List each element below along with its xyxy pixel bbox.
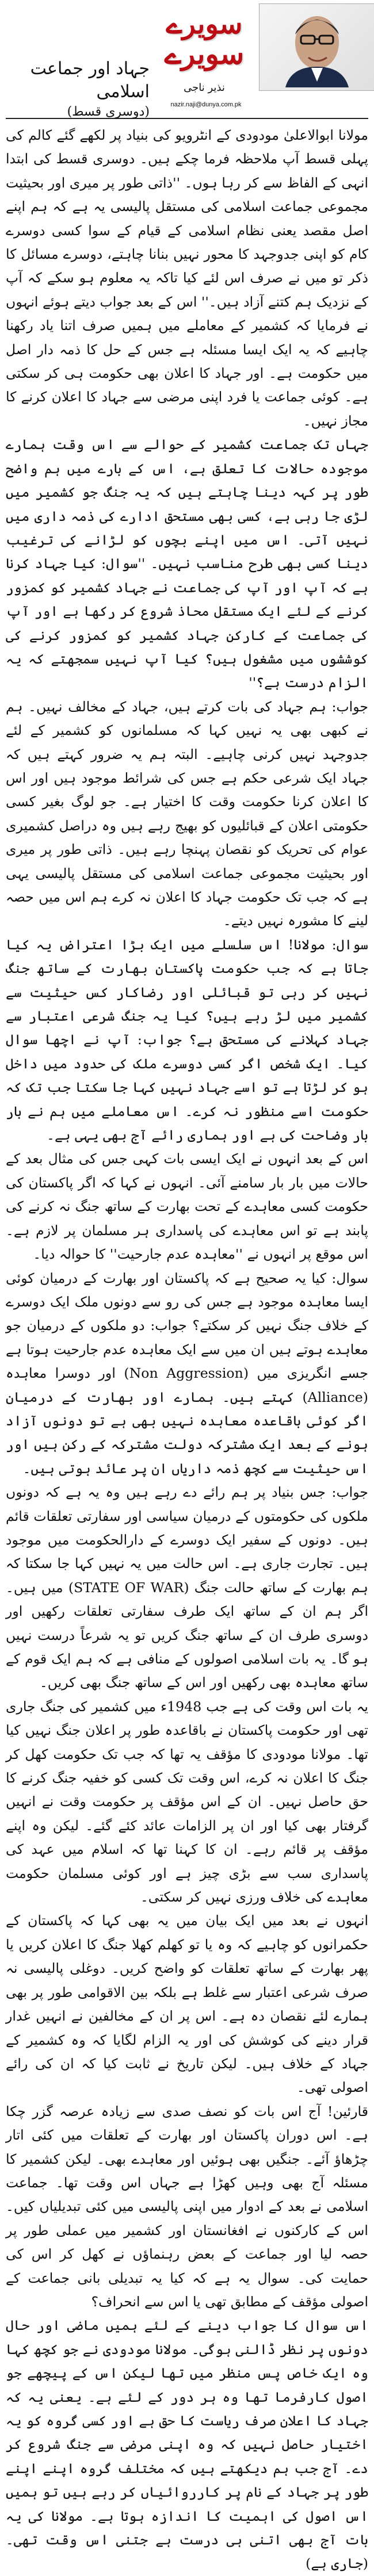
paragraph: قارئین! آج اس بات کو نصف صدی سے زیادہ عرصہ گزر چکا ہے۔ اس دوران پاکستان اور بھارت کے تعلقات میں کئی اتار چڑھاؤ آئے۔ جنگیں بھی ہوئیں اور معاہدے بھی۔ لیکن کشمیر کا مسئلہ آج بھی وہیں کھڑا ہے جہاں اس وقت تھا۔ جماعت اسلامی نے بعد کے ادوار میں اپنی پالیسی میں کئی تبدیلیاں کیں۔ اس کے کارکنوں نے افغانستان اور کشمیر میں عملی طور پر حصہ لیا اور جماعت کے بعض رہنماؤں نے کھل کر اس کی حمایت کی۔ سوال یہ ہے کہ کیا یہ تبدیلی بانی جماعت کے اصولی مؤقف کے مطابق تھی یا اس سے انحراف؟	[6, 2103, 368, 2310]
paragraph: یہ بات اس وقت کی ہے جب 1948ء میں کشمیر کی جنگ جاری تھی اور حکومت پاکستان نے باقاعدہ طور پر اعلان جنگ نہیں کیا تھا۔ مولانا مودودی کا مؤقف یہ تھا کہ جب تک حکومت کھل کر جنگ کا اعلان نہ کرے، اس وقت تک کسی کو خفیہ جنگ کرنے کا حق حاصل نہیں۔ ان کے اس مؤقف پر حکومت وقت نے انہیں گرفتار بھی کیا اور ان پر الزامات عائد کئے گئے۔ لیکن وہ اپنے مؤقف پر قائم رہے۔ ان کا کہنا تھا کہ اسلام میں عہد کی پاسداری سب سے بڑی چیز ہے اور کوئی مسلمان حکومت معاہدے کی خلاف ورزی نہیں کر سکتی۔	[6, 1698, 368, 1906]
column-part: (دوسری قسط)	[67, 105, 150, 119]
column-brand	[150, 9, 259, 78]
brand-line-1: سویرے	[166, 8, 243, 40]
paragraph: انہوں نے بعد میں ایک بیان میں یہ بھی کہا کہ پاکستان کے حکمرانوں کو چاہیے کہ وہ یا تو کھلم کھلا جنگ کا اعلان کریں یا پھر بھارت کے ساتھ تعلقات کو واضح کریں۔ دوغلی پالیسی نہ صرف شرعی اعتبار سے غلط ہے بلکہ بین الاقوامی طور پر بھی ہمارے لئے نقصان دہ ہے۔ اس پر ان کے مخالفین نے انہیں غدار قرار دینے کی کوشش کی اور یہ الزام لگایا کہ وہ کشمیر کے جہاد کے خلاف ہیں۔ لیکن تاریخ نے ثابت کیا کہ ان کی رائے اصولی تھی۔	[6, 1912, 368, 2096]
paragraph: سوال: کیا یہ صحیح ہے کہ پاکستان اور بھارت کے درمیان کوئی ایسا معاہدہ موجود ہے جس کی رو سے دونوں ملک ایک دوسرے کے خلاف جنگ نہیں کر سکتے؟ جواب: دو ملکوں کے درمیان جو معاہدے ہوتے ہیں ان میں سے ایک معاہدہ عدم جارحیت ہوتا ہے جسے انگریزی میں (Non Aggression) اور دوسرا معاہدہ (Alliance) کہتے ہیں۔ ہمارے اور بھارت کے درمیان اگر کوئی باقاعدہ معاہدہ نہیں بھی ہے تو دونوں آزاد ہونے کے بعد ایک مشترکہ دولت مشترکہ کے رکن ہیں اور اس حیثیت سے کچھ ذمہ داریاں ان پر عائد ہوتی ہیں۔	[6, 1270, 368, 1477]
author-portrait-icon	[274, 7, 360, 87]
paragraph: مولانا ابوالاعلیٰ مودودی کے انٹرویو کی بنیاد پر لکھے گئے کالم کی پہلی قسط آپ ملاحظہ فرما چکے ہیں۔ دوسری قسط کی ابتدا انہی کے الفاظ سے کر رہا ہوں۔ ''ذاتی طور پر میری اور بحیثیت مجموعی جماعت اسلامی کی مستقل پالیسی یہ ہے کہ ہم اپنے اصل مقصد یعنی نظام اسلامی کے قیام کے سوا کسی دوسرے کام کو اپنی جدوجہد کا محور نہیں بنانا چاہتے، دوسرے مسائل کا ذکر تو میں نے صرف اس لئے کیا تاکہ یہ معلوم ہو سکے کہ آپ کے نزدیک ہم کتنے آزاد ہیں۔'' اس کے بعد جواب دیتے ہوئے انہوں نے فرمایا کہ کشمیر کے معاملے میں ہمیں صرف اتنا یاد رکھنا چاہیے کہ یہ ایک ایسا مسئلہ ہے جس کے حل کا ذمہ دار اصل میں حکومت ہے۔ اور جہاد کا اعلان بھی حکومت ہی کر سکتی ہے۔ کوئی جماعت یا فرد اپنی مرضی سے جہاد کا اعلان کرنے کا مجاز نہیں۔	[6, 127, 368, 429]
brand-line-2: سویرے	[164, 37, 245, 71]
author-photo	[259, 3, 374, 91]
paragraph: جواب: ہم جہاد کی بات کرتے ہیں، جہاد کے مخالف نہیں۔ ہم نے کبھی بھی یہ نہیں کہا کہ مسلمانوں کو کشمیر کے لئے جدوجہد نہیں کرنی چاہیے۔ البتہ ہم یہ ضرور کہتے ہیں کہ جہاد ایک شرعی حکم ہے جس کی شرائط موجود ہیں اور اس کا اعلان کرنا حکومت وقت کا اختیار ہے۔ جو لوگ بغیر کسی حکومتی اعلان کے قبائلیوں کو بھیج رہے ہیں وہ دراصل کشمیری عوام کی تحریک کو نقصان پہنچا رہے ہیں۔ ذاتی طور پر میری اور بحیثیت مجموعی جماعت اسلامی کی مستقل پالیسی یہی ہے کہ جب تک حکومت جہاد کا اعلان نہ کرے ہم اس میں حصہ لینے کا مشورہ نہیں دیتے۔	[6, 698, 368, 929]
paragraph: اس سوال کا جواب دینے کے لئے ہمیں ماضی اور حال دونوں پر نظر ڈالنی ہوگی۔ مولانا مودودی نے جو کچھ کہا وہ ایک خاص پس منظر میں تھا لیکن اس کے پیچھے جو اصول کارفرما تھا وہ ہر دور کے لئے ہے۔ یعنی یہ کہ جہاد کا اعلان صرف ریاست کا حق ہے اور کسی گروہ کو یہ اختیار حاصل نہیں کہ وہ اپنی مرضی سے جنگ شروع کر دے۔ آج جب ہم دیکھتے ہیں کہ مختلف گروہ اپنے اپنے طور پر جہاد کے نام پر کارروائیاں کر رہے ہیں تو ہمیں اس اصول کی اہمیت کا اندازہ ہوتا ہے۔ مولانا کی یہ بات آج بھی اتنی ہی درست ہے جتنی اس وقت تھی۔ (جاری ہے)	[6, 2317, 368, 2572]
paragraph: جہاں تک جماعت کشمیر کے حوالے سے اس وقت ہمارے موجودہ حالات کا تعلق ہے، اس کے بارے میں ہم واضح طور پر کہہ دینا چاہتے ہیں کہ یہ جنگ جو کشمیر میں لڑی جا رہی ہے، کسی بھی مستحق ادارے کی ذمہ داری میں نہیں آتی۔ اس میں اپنے بچوں کو لڑانے کی ترغیب دینا کسی بھی طرح مناسب نہیں۔ ''سوال: کیا جہاد کرنا ہے کہ آپ اور آپ کی جماعت نے جہاد کشمیر کو کمزور کرنے کے لئے ایک مستقل محاذ شروع کر رکھا ہے اور آپ کی جماعت کے کارکن جہاد کشمیر کو کمزور کرنے کی کوششوں میں مشغول ہیں؟ کیا آپ نہیں سمجھتے کہ یہ الزام درست ہے؟''	[6, 436, 368, 691]
paragraph: سوال: مولانا! اس سلسلے میں ایک بڑا اعتراض یہ کیا جاتا ہے کہ جب حکومت پاکستان بھارت کے ساتھ جنگ نہیں کر رہی تو قبائلی اور رضاکار کس حیثیت سے کشمیر میں لڑ رہے ہیں؟ کیا یہ جنگ شرعی اعتبار سے جہاد کہلانے کی مستحق ہے؟ جواب: آپ نے اچھا سوال کیا۔ ایک شخص اگر کسی دوسرے ملک کی حدود میں داخل ہو کر لڑتا ہے تو اسے جہاد نہیں کہا جا سکتا جب تک کہ حکومت اسے منظور نہ کرے۔ اس معاملے میں ہم نے بار بار وضاحت کی ہے اور ہماری رائے آج بھی یہی ہے۔	[6, 936, 368, 1144]
paragraph: جواب: جس بنیاد پر ہم رائے دے رہے ہیں وہ یہ ہے کہ دونوں ملکوں کی حکومتوں کے درمیان سیاسی اور سفارتی تعلقات قائم ہیں۔ دونوں کے سفیر ایک دوسرے کے دارالحکومت میں موجود ہیں۔ تجارت جاری ہے۔ اس حالت میں یہ نہیں کہا جا سکتا کہ ہم بھارت کے ساتھ حالت جنگ (STATE OF WAR) میں ہیں۔ اگر ہم ان کے ساتھ ایک طرف سفارتی تعلقات رکھیں اور دوسری طرف ان کے ساتھ جنگ کریں تو یہ شرعاً درست نہیں ہو گا۔ یہ بات اسلامی اصولوں کے منافی ہے کہ ہم ایک قوم کے ساتھ معاہدہ بھی رکھیں اور اس کے ساتھ جنگ بھی کریں۔	[6, 1484, 368, 1691]
column-title: جہاد اور جماعت اسلامی	[30, 59, 150, 102]
article-body	[6, 119, 368, 2576]
author-email[interactable]: nazir.naji@dunya.com.pk	[170, 101, 242, 108]
author-name: نذیر ناجی	[184, 82, 225, 94]
paragraph: اس کے بعد انہوں نے ایک ایسی بات کہی جس کی مثال بعد کے حالات میں بار بار سامنے آئی۔ انہوں نے کہا کہ اگر پاکستان کی حکومت کسی معاہدے کے تحت بھارت کے ساتھ جنگ نہ کرنے کی پابند ہے تو اس معاہدے کی پاسداری ہر مسلمان پر لازم ہے۔ اس موقع پر انہوں نے ''معاہدہ عدم جارحیت'' کا حوالہ دیا۔	[6, 1151, 368, 1263]
column-header	[6, 0, 368, 119]
column-title-block	[12, 57, 150, 121]
